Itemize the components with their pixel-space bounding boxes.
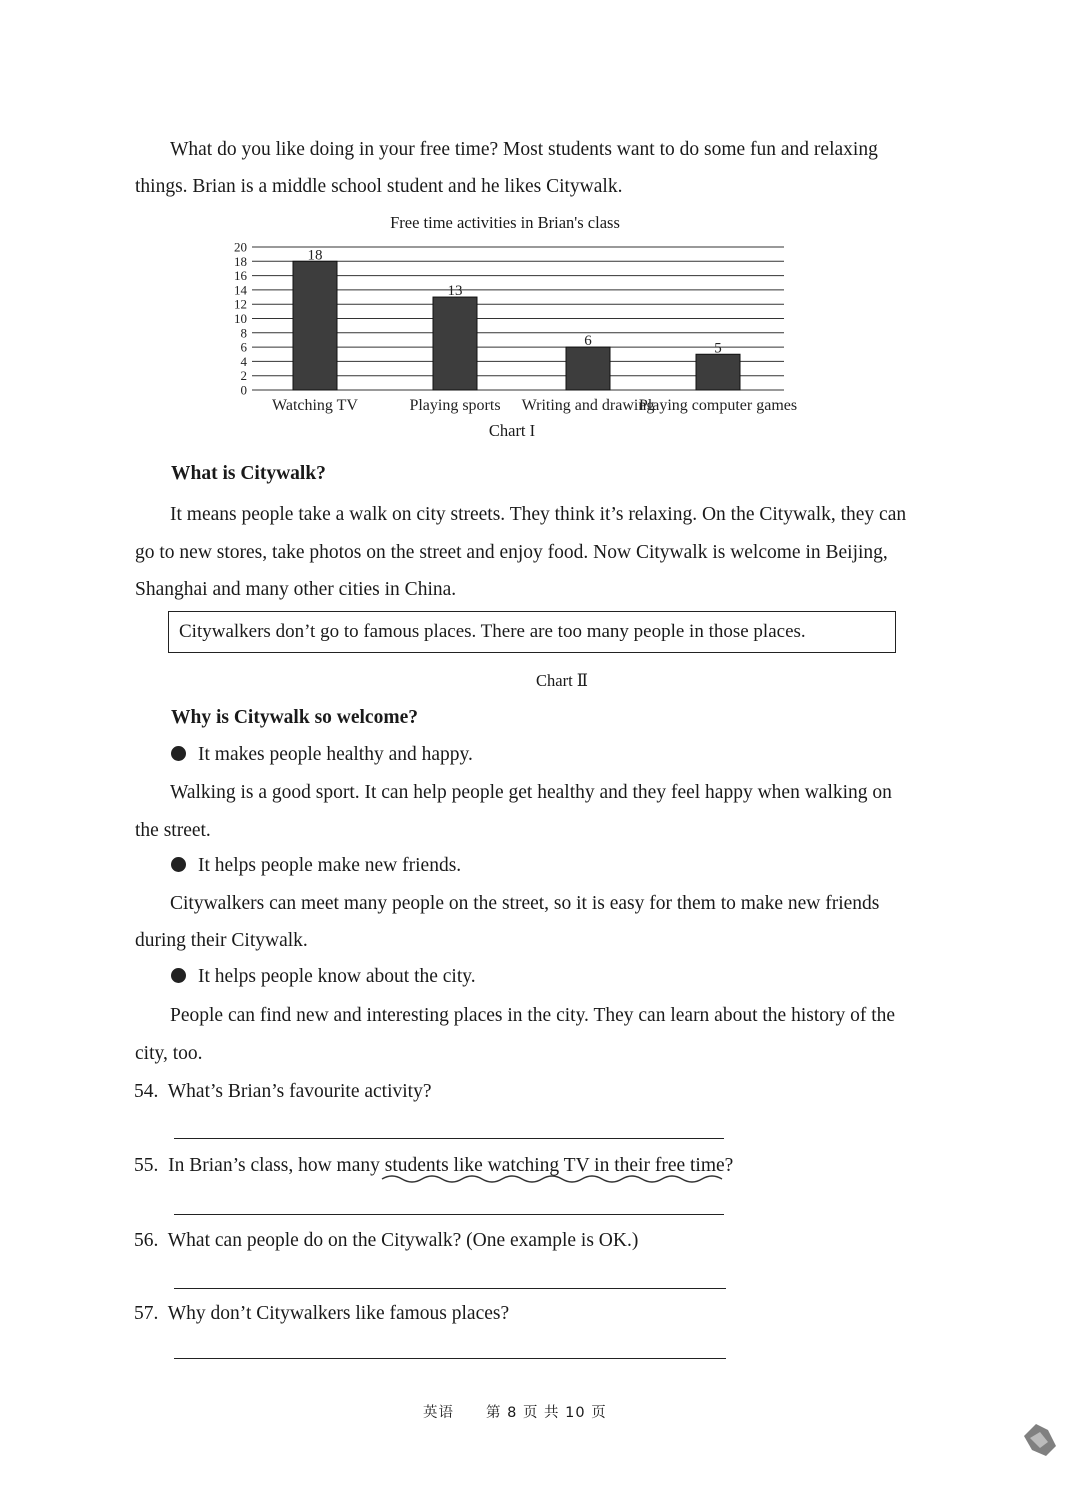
- y-tick-label: 20: [234, 239, 247, 255]
- question-57: [134, 1295, 509, 1333]
- footer-page-number: 第 8 页 共 10 页: [486, 1405, 607, 1421]
- bar-value-label: 6: [584, 333, 592, 350]
- y-tick-label: 14: [234, 282, 247, 298]
- bar-value-label: 5: [714, 340, 722, 357]
- boxed-statement-text: Citywalkers don’t go to famous places. There are too many people in those places.: [179, 621, 806, 642]
- stamp-mark-icon: [1018, 1416, 1062, 1460]
- bullet-point-2-text: It helps people make new friends.: [198, 855, 462, 876]
- bullet-2-line-1: Citywalkers can meet many people on the street, so it is easy for them to make new friends: [170, 893, 880, 914]
- answer-line-55[interactable]: [174, 1214, 724, 1215]
- question-text: What’s Brian’s favourite activity?: [167, 1081, 432, 1102]
- question-54: [134, 1073, 432, 1111]
- y-tick-label: 0: [240, 382, 247, 398]
- bullet-1-line-2: the street.: [135, 820, 211, 841]
- bar: [696, 354, 740, 390]
- section-heading-what-is-citywalk: What is Citywalk?: [171, 463, 326, 484]
- footer-subject: 英语: [423, 1405, 454, 1421]
- x-category-label: Writing and drawing: [521, 397, 655, 414]
- bullet-3-line-2: city, too.: [135, 1043, 203, 1064]
- bullet-3-line-1: People can find new and interesting places in the city. They can learn about the history of the: [170, 1005, 896, 1026]
- y-tick-label: 6: [240, 339, 247, 355]
- y-tick-label: 18: [234, 253, 247, 269]
- question-text: What can people do on the Citywalk? (One example is OK.): [167, 1230, 639, 1251]
- question-number: 56.: [134, 1230, 159, 1251]
- bullet-1-line-1: Walking is a good sport. It can help people get healthy and they feel happy when walking on: [170, 782, 892, 803]
- boxed-statement: [168, 611, 896, 653]
- y-tick-label: 4: [240, 353, 247, 369]
- y-tick-label: 12: [234, 296, 247, 312]
- question-number: 54.: [134, 1081, 159, 1102]
- y-tick-label: 16: [234, 268, 247, 284]
- intro-line-1: What do you like doing in your free time? Most students want to do some fun and relaxing: [170, 139, 878, 160]
- bullet-2-line-2: during their Citywalk.: [135, 930, 308, 951]
- answer-line-56[interactable]: [174, 1288, 726, 1289]
- bullet-point-1-text: It makes people healthy and happy.: [198, 744, 473, 765]
- bullet-dot: [171, 746, 186, 761]
- answer-line-54[interactable]: [174, 1138, 724, 1139]
- bullet-point-2: [171, 855, 461, 877]
- bullet-point-1: [171, 744, 473, 766]
- bar: [566, 347, 610, 390]
- y-tick-label: 2: [240, 368, 247, 384]
- bar: [293, 261, 337, 390]
- x-category-label: Playing sports: [409, 397, 501, 414]
- section1-line-3: Shanghai and many other cities in China.: [135, 579, 457, 600]
- question-text: Why don’t Citywalkers like famous places?: [167, 1303, 510, 1324]
- bullet-point-3: [171, 966, 476, 988]
- x-category-label: Playing computer games: [638, 397, 798, 414]
- chart-2-caption: Chart Ⅱ: [536, 671, 588, 690]
- answer-line-57[interactable]: [174, 1358, 726, 1359]
- section1-line-1: It means people take a walk on city streets. They think it’s relaxing. On the Citywalk, they can: [170, 504, 907, 525]
- section-heading-why-welcome: Why is Citywalk so welcome?: [171, 707, 418, 728]
- question-number: 55.: [134, 1155, 159, 1176]
- bar-value-label: 13: [447, 283, 463, 300]
- handwritten-wavy-underline: [380, 1172, 740, 1186]
- y-tick-label: 8: [240, 325, 247, 341]
- x-category-label: Watching TV: [272, 397, 358, 414]
- chart-caption: Chart I: [488, 421, 536, 440]
- chart-title: Free time activities in Brian's class: [390, 213, 620, 232]
- bullet-dot: [171, 968, 186, 983]
- question-number: 57.: [134, 1303, 159, 1324]
- section1-line-2: go to new stores, take photos on the street and enjoy food. Now Citywalk is welcome in Beijing,: [135, 542, 888, 563]
- bar-chart: [220, 236, 860, 414]
- intro-line-2: things. Brian is a middle school student and he likes Citywalk.: [135, 176, 623, 197]
- bar-value-label: 18: [307, 247, 323, 264]
- question-56: [134, 1222, 638, 1260]
- question-text: In Brian’s class, how many students like watching TV in their free time?: [168, 1155, 734, 1176]
- y-tick-label: 10: [234, 311, 247, 326]
- bullet-point-3-text: It helps people know about the city.: [198, 966, 476, 987]
- bar: [433, 297, 477, 390]
- bullet-dot: [171, 857, 186, 872]
